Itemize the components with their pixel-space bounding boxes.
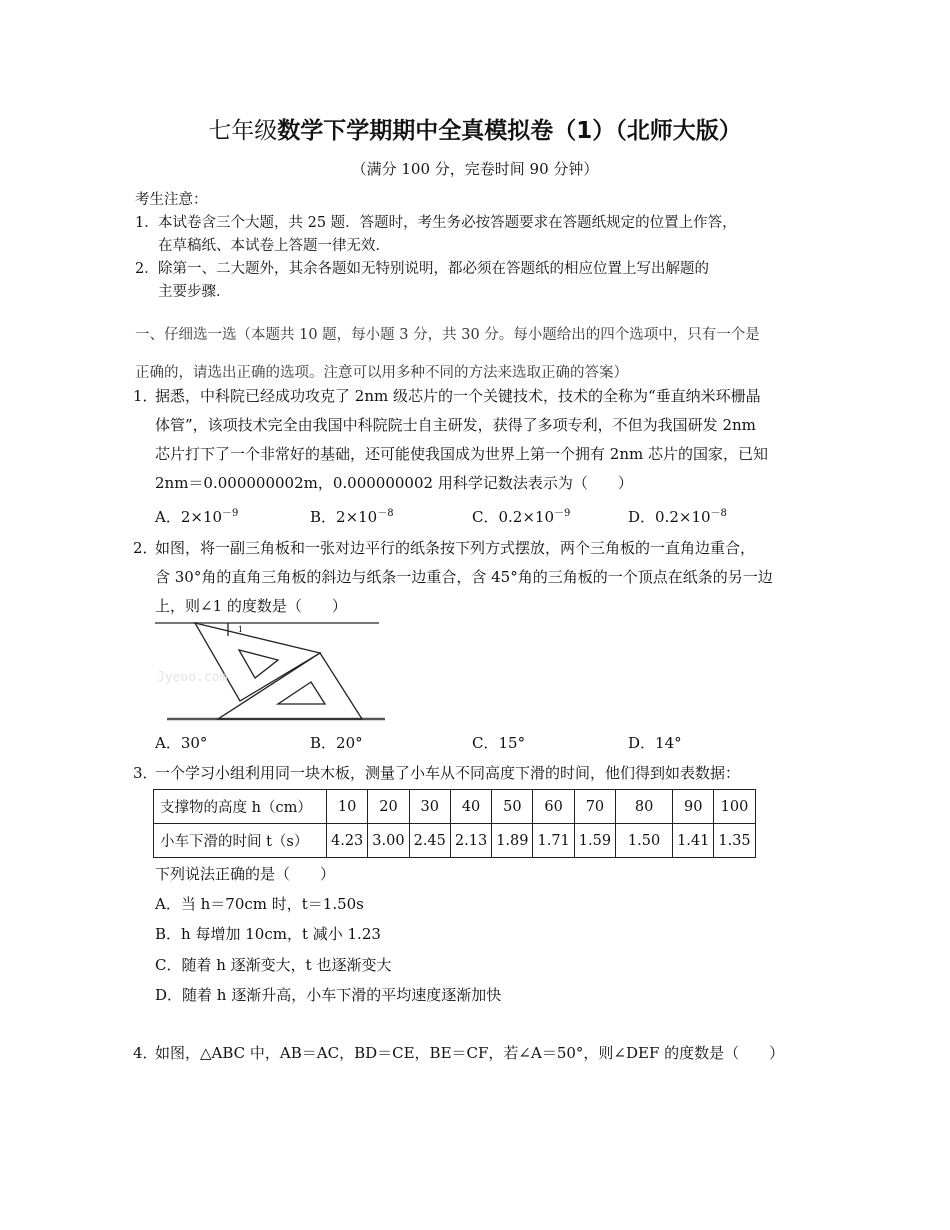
q1-line4: 2nm＝0.000000002m，0.000000002 用科学记数法表示为（ ） <box>155 474 633 492</box>
table-cell: 70 <box>574 790 615 824</box>
table-cell: 40 <box>450 790 491 824</box>
option-label: B． <box>310 508 337 526</box>
q4-number: 4． <box>133 1044 158 1062</box>
q1-line1: 据悉，中科院已经成功攻克了 2nm 级芯片的一个关键技术，技术的全称为“垂直纳米环栅晶 <box>155 387 761 405</box>
q2-line3: 上，则∠1 的度数是（ ） <box>155 597 347 615</box>
q2-number: 2． <box>133 539 158 557</box>
q2-figure-triangle-rulers <box>153 616 388 724</box>
q2-option-d[interactable] <box>628 732 682 753</box>
q1-number: 1． <box>133 387 158 405</box>
notice-item-2-num: 2． <box>135 261 159 277</box>
q4-stem: 如图，△ABC 中，AB＝AC，BD＝CE，BE＝CF，若∠A＝50°，则∠DEF 的度数是（ ） <box>155 1044 785 1062</box>
option-base: 0.2×10 <box>498 508 554 526</box>
option-value: 14° <box>655 734 682 752</box>
notice-item-1-num: 1． <box>135 215 159 231</box>
option-label: A． <box>155 508 181 526</box>
page-title <box>0 112 950 145</box>
notice-item-2-line2: 主要步骤． <box>158 284 231 300</box>
q1-option-c[interactable] <box>472 504 570 527</box>
table-cell: 1.50 <box>616 824 673 858</box>
option-label: D． <box>628 508 656 526</box>
q3-stem: 一个学习小组利用同一块木板，测量了小车从不同高度下滑的时间，他们得到如表数据： <box>155 764 741 782</box>
table-cell: 1.41 <box>673 824 714 858</box>
option-exponent: －8 <box>377 508 394 519</box>
notice-item-1-line1: 本试卷含三个大题，共 25 题．答题时，考生务必按答题要求在答题纸规定的位置上作答， <box>158 215 737 231</box>
q3-data-table <box>153 789 756 858</box>
table-cell: 1.35 <box>714 824 755 858</box>
option-label: A． <box>155 895 181 913</box>
table-cell: 1.59 <box>574 824 615 858</box>
page-subtitle: （满分 100 分，完卷时间 90 分钟） <box>351 160 599 178</box>
q2-option-c[interactable] <box>472 732 525 753</box>
q2-line2: 含 30°角的直角三角板的斜边与纸条一边重合，含 45°角的三角板的一个顶点在纸条的另一边 <box>155 568 773 586</box>
option-label: D． <box>628 734 656 752</box>
table-cell: 30 <box>409 790 450 824</box>
option-label: D． <box>155 986 183 1004</box>
q3-prompt: 下列说法正确的是（ ） <box>155 865 336 883</box>
option-label: A． <box>155 734 181 752</box>
q1-line2: 体管”，该项技术完全由我国中科院院士自主研发，获得了多项专利，不但为我国研发 2nm <box>155 416 756 434</box>
table-cell: 60 <box>533 790 574 824</box>
option-text: 随着 h 逐渐升高，小车下滑的平均速度逐渐加快 <box>182 986 502 1004</box>
q2-option-a[interactable] <box>155 732 207 753</box>
watermark: Jyeoo.com <box>157 670 228 685</box>
option-text: h 每增加 10cm，t 减小 1.23 <box>181 925 381 943</box>
option-label: C． <box>472 508 499 526</box>
q1-option-d[interactable] <box>628 504 727 527</box>
row-header: 小车下滑的时间 t（s） <box>154 824 327 858</box>
option-text: 当 h＝70cm 时，t＝1.50s <box>180 895 364 913</box>
section-1-heading-line1: 一、仔细选一选（本题共 10 题，每小题 3 分，共 30 分。每小题给出的四个选项中，只有一个是 <box>135 327 760 343</box>
option-base: 2×10 <box>336 508 378 526</box>
option-base: 2×10 <box>180 508 223 526</box>
option-label: B． <box>155 925 182 943</box>
q1-option-b[interactable] <box>310 504 394 527</box>
table-cell: 80 <box>616 790 673 824</box>
table-cell: 50 <box>492 790 533 824</box>
angle-1-label: 1 <box>238 624 243 634</box>
option-exponent: －9 <box>222 508 239 519</box>
table-row-time <box>154 824 756 858</box>
title-grade: 七年级 <box>208 118 278 144</box>
table-cell: 100 <box>714 790 755 824</box>
table-cell: 10 <box>327 790 368 824</box>
table-cell: 2.13 <box>450 824 491 858</box>
table-cell: 1.71 <box>533 824 574 858</box>
option-exponent: －8 <box>710 508 727 519</box>
q1-option-a[interactable] <box>155 504 238 527</box>
option-value: 30° <box>180 734 208 752</box>
option-exponent: －9 <box>554 508 571 519</box>
table-cell: 4.23 <box>327 824 368 858</box>
triangle-rulers-diagram <box>153 616 388 724</box>
q2-line1: 如图，将一副三角板和一张对边平行的纸条按下列方式摆放，两个三角板的一直角边重合， <box>155 539 756 557</box>
row-header: 支撑物的高度 h（cm） <box>154 790 327 824</box>
table-row-height <box>154 790 756 824</box>
table-cell: 1.89 <box>492 824 533 858</box>
title-main: 数学下学期期中全真模拟卷（1）（北师大版） <box>277 118 742 144</box>
q3-option-d[interactable] <box>155 984 501 1005</box>
option-label: C． <box>472 734 499 752</box>
section-1-heading-line2: 正确的，请选出正确的选项。注意可以用多种不同的方法来选取正确的答案） <box>135 365 628 381</box>
q3-number: 3． <box>133 764 158 782</box>
q1-line3: 芯片打下了一个非常好的基础，还可能使我国成为世界上第一个拥有 2nm 芯片的国家，已知 <box>155 445 768 463</box>
notice-heading: 考生注意： <box>135 192 208 208</box>
option-value: 20° <box>336 734 363 752</box>
q3-option-c[interactable] <box>155 954 391 975</box>
table-cell: 2.45 <box>409 824 450 858</box>
table-cell: 20 <box>368 790 409 824</box>
table-cell: 3.00 <box>368 824 409 858</box>
q3-option-a[interactable] <box>155 893 364 914</box>
option-label: C． <box>155 956 182 974</box>
q3-option-b[interactable] <box>155 923 381 944</box>
option-label: B． <box>310 734 337 752</box>
notice-item-1-line2: 在草稿纸、本试卷上答题一律无效． <box>158 238 390 254</box>
option-text: 随着 h 逐渐变大，t 也逐渐变大 <box>181 956 392 974</box>
notice-item-2-line1: 除第一、二大题外，其余各题如无特别说明，都必须在答题纸的相应位置上写出解题的 <box>158 261 709 277</box>
option-value: 15° <box>498 734 526 752</box>
option-base: 0.2×10 <box>655 508 711 526</box>
q2-option-b[interactable] <box>310 732 363 753</box>
table-cell: 90 <box>673 790 714 824</box>
